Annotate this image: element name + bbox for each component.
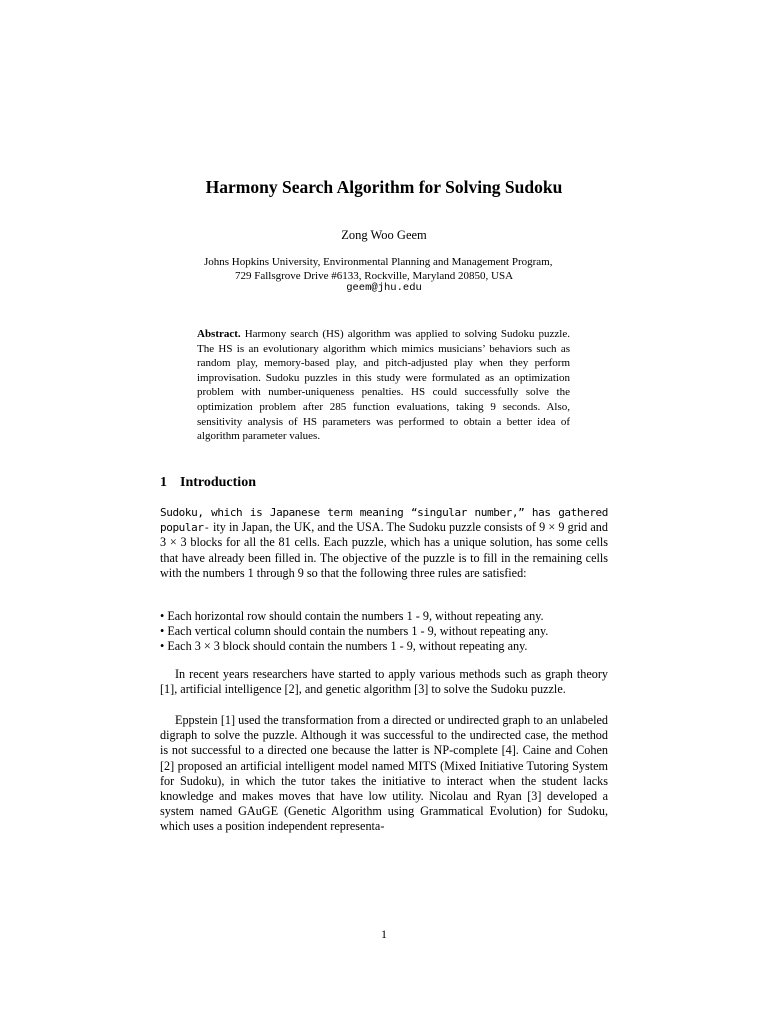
list-item: • Each 3 × 3 block should contain the numbers 1 - 9, without repeating any. bbox=[160, 639, 528, 654]
intro-paragraph-3: Eppstein [1] used the transformation from a directed or undirected graph to an unlabeled digraph to solve the puzzle. Although it was successful to the undirected case, the method is not successful to a directed one because the latter is NP-complete [4]. Caine and Cohen [2] proposed an artificial intelligent model named MITS (Mixed Initiative Tutoring System for Sudoku), in which the tutor takes the initiative to interact when the student lacks knowledge and makes moves that have low utility. Nicolau and Ryan [3] developed a system named GAuGE (Genetic Algorithm using Grammatical Evolution) for Sudoku, which uses a position independent representa- bbox=[160, 713, 608, 834]
section-number: 1 bbox=[160, 475, 167, 490]
abstract-text: Harmony search (HS) algorithm was applied to solving Sudoku puzzle. The HS is an evolutionary algorithm which mimics musicians’ behaviors such as random play, memory-based play, and pitch-adjusted play when they perform improvisation. Sudoku puzzles in this study were formulated as an optimization problem with number-uniqueness penalties. HS could successfully solve the optimization problem after 285 function evaluations, taking 9 seconds. Also, sensitivity analysis of HS parameters was performed to obtain a better idea of algorithm parameter values. bbox=[197, 328, 570, 443]
author-email: geem@jhu.edu bbox=[346, 282, 422, 294]
abstract-label: Abstract. bbox=[197, 328, 241, 340]
list-item: • Each vertical column should contain the numbers 1 - 9, without repeating any. bbox=[160, 624, 549, 639]
affiliation-line-2: 729 Fallsgrove Drive #6133, Rockville, Maryland 20850, USA bbox=[235, 270, 514, 282]
intro-paragraph-2: In recent years researchers have started to apply various methods such as graph theory [1], artificial intelligence [2], and genetic algorithm [3] to solve the Sudoku puzzle. bbox=[160, 667, 608, 697]
page-number: 1 bbox=[381, 927, 387, 941]
section-heading bbox=[160, 474, 256, 492]
rules-list bbox=[160, 609, 608, 655]
abstract bbox=[197, 327, 570, 444]
paragraph-text: ity in Japan, the UK, and the USA. The Sudoku puzzle consists of 9 × 9 grid and 3 × 3 blocks for all the 81 cells. Each puzzle, which has a unique solution, has some cells that have already been filled in. The objective of the puzzle is to fill in the remaining cells with the numbers 1 through 9 so that the following three rules are satisfied: bbox=[160, 520, 608, 580]
affiliation-line-1: Johns Hopkins University, Environmental Planning and Management Program, bbox=[204, 256, 553, 268]
affiliation bbox=[200, 255, 584, 283]
list-item: • Each horizontal row should contain the numbers 1 - 9, without repeating any. bbox=[160, 609, 544, 623]
paragraph-lead-line: Sudoku, which is Japanese term meaning “singular number,” has gathered popular- bbox=[160, 506, 608, 535]
section-title: Introduction bbox=[180, 475, 256, 490]
intro-paragraph-1 bbox=[160, 505, 608, 581]
author-name: Zong Woo Geem bbox=[341, 228, 427, 242]
paper-title: Harmony Search Algorithm for Solving Sudoku bbox=[205, 177, 563, 197]
